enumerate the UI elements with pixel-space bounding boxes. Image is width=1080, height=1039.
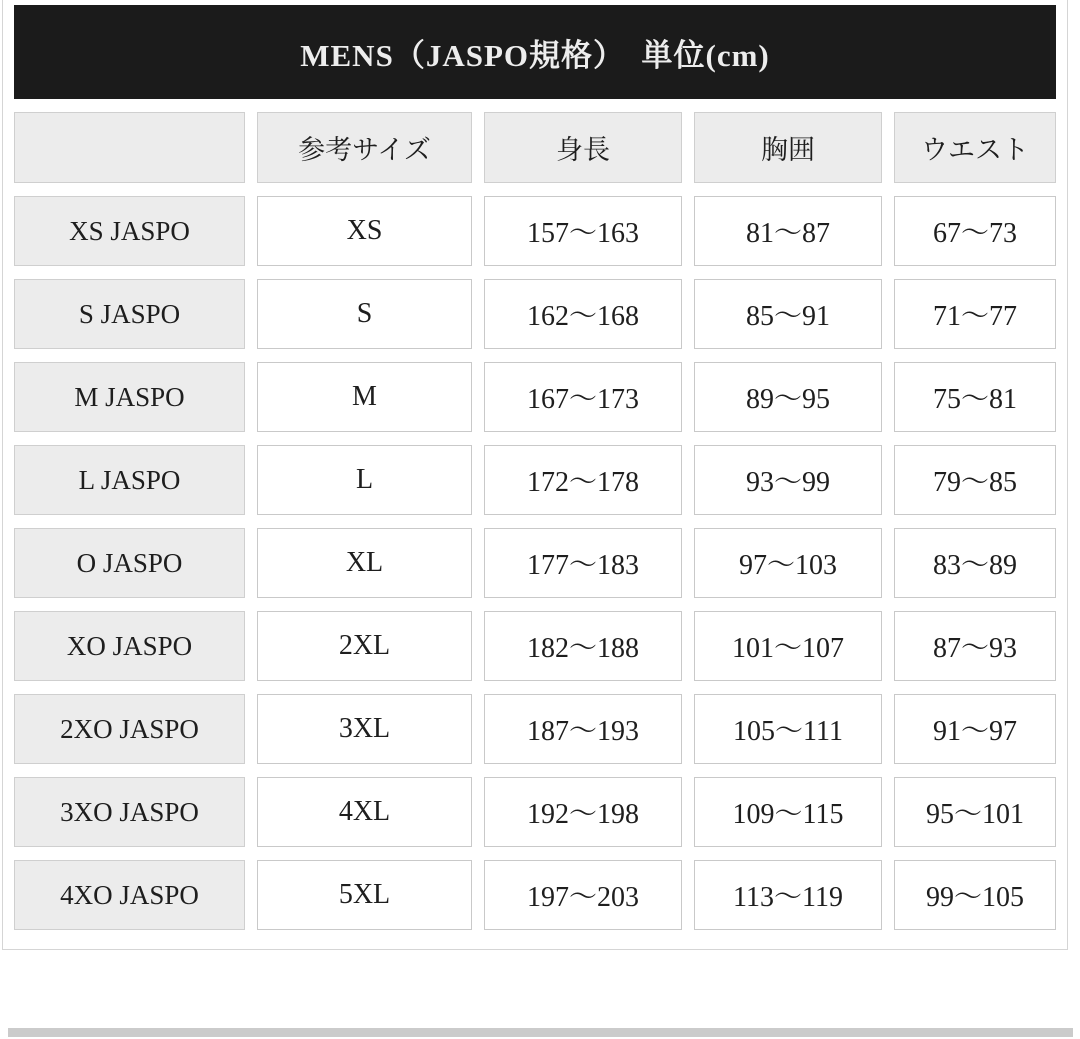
- row-label-2xo-jaspo: 2XO JASPO: [14, 694, 245, 764]
- cell-o-height: 177〜183: [484, 528, 682, 598]
- cell-2xo-height: 187〜193: [484, 694, 682, 764]
- cell-4xo-height: 197〜203: [484, 860, 682, 930]
- cell-xo-height: 182〜188: [484, 611, 682, 681]
- row-label-m-jaspo: M JASPO: [14, 362, 245, 432]
- cell-3xo-height: 192〜198: [484, 777, 682, 847]
- header-cell-waist: ウエスト: [894, 112, 1056, 183]
- cell-xs-chest: 81〜87: [694, 196, 882, 266]
- header-cell-blank: [14, 112, 245, 183]
- cell-o-size: XL: [257, 528, 472, 598]
- cell-3xo-chest: 109〜115: [694, 777, 882, 847]
- cell-m-chest: 89〜95: [694, 362, 882, 432]
- row-label-xo-jaspo: XO JASPO: [14, 611, 245, 681]
- cell-s-waist: 71〜77: [894, 279, 1056, 349]
- cell-xo-size: 2XL: [257, 611, 472, 681]
- row-label-l-jaspo: L JASPO: [14, 445, 245, 515]
- cell-o-waist: 83〜89: [894, 528, 1056, 598]
- cell-o-chest: 97〜103: [694, 528, 882, 598]
- next-section-edge: [8, 1028, 1073, 1037]
- cell-2xo-chest: 105〜111: [694, 694, 882, 764]
- cell-l-height: 172〜178: [484, 445, 682, 515]
- cell-xs-height: 157〜163: [484, 196, 682, 266]
- cell-l-size: L: [257, 445, 472, 515]
- row-label-s-jaspo: S JASPO: [14, 279, 245, 349]
- table-title: MENS（JASPO規格） 単位(cm): [300, 37, 770, 73]
- cell-m-waist: 75〜81: [894, 362, 1056, 432]
- row-label-4xo-jaspo: 4XO JASPO: [14, 860, 245, 930]
- cell-xo-chest: 101〜107: [694, 611, 882, 681]
- cell-4xo-chest: 113〜119: [694, 860, 882, 930]
- cell-s-height: 162〜168: [484, 279, 682, 349]
- cell-s-size: S: [257, 279, 472, 349]
- header-cell-chest: 胸囲: [694, 112, 882, 183]
- mens-size-table: [2, 0, 1068, 950]
- table-title-bar: [14, 5, 1056, 99]
- cell-4xo-size: 5XL: [257, 860, 472, 930]
- cell-xs-waist: 67〜73: [894, 196, 1056, 266]
- cell-xo-waist: 87〜93: [894, 611, 1056, 681]
- cell-3xo-waist: 95〜101: [894, 777, 1056, 847]
- cell-2xo-waist: 91〜97: [894, 694, 1056, 764]
- cell-l-waist: 79〜85: [894, 445, 1056, 515]
- header-cell-reference-size: 参考サイズ: [257, 112, 472, 183]
- cell-l-chest: 93〜99: [694, 445, 882, 515]
- cell-s-chest: 85〜91: [694, 279, 882, 349]
- row-label-xs-jaspo: XS JASPO: [14, 196, 245, 266]
- cell-m-size: M: [257, 362, 472, 432]
- cell-xs-size: XS: [257, 196, 472, 266]
- cell-m-height: 167〜173: [484, 362, 682, 432]
- header-cell-height: 身長: [484, 112, 682, 183]
- size-table-grid: [14, 5, 1057, 930]
- row-label-o-jaspo: O JASPO: [14, 528, 245, 598]
- cell-3xo-size: 4XL: [257, 777, 472, 847]
- row-label-3xo-jaspo: 3XO JASPO: [14, 777, 245, 847]
- cell-4xo-waist: 99〜105: [894, 860, 1056, 930]
- cell-2xo-size: 3XL: [257, 694, 472, 764]
